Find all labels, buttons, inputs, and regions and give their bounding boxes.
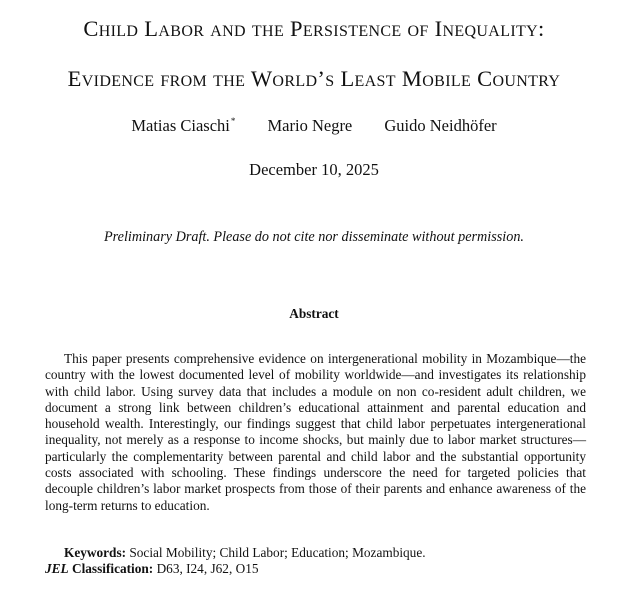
- author-footnote-mark: *: [230, 116, 236, 126]
- author-list: [0, 116, 628, 136]
- author-name: Matias Ciaschi: [131, 116, 230, 135]
- paper-title-line-1: Child Labor and the Persistence of Inequality:: [83, 16, 545, 41]
- paper-date: December 10, 2025: [249, 160, 379, 179]
- jel-classification-line: [45, 561, 259, 577]
- author-negre: [268, 116, 353, 136]
- author-neidhofer: [384, 116, 496, 136]
- keywords-label: Keywords:: [64, 545, 127, 560]
- jel-codes: D63, I24, J62, O15: [156, 561, 259, 576]
- abstract-body: This paper presents comprehensive evidence on intergenerational mobility in Mozambique—the country with the lowest documented level of mobility worldwide—and investigates its relationship with child labor. Using survey data that includes a module on non co-resident adult children, we document a strong link between children’s educational attainment and parental education and household wealth. Interestingly, our findings suggest that child labor perpetuates intergenerational inequality, not merely as a response to income shocks, but mainly due to labor market structures—particularly the complementarity between parental and child labor and the substantial opportunity costs associated with schooling. These findings underscore the need for targeted policies that decouple children’s labor market prospects from those of their parents and enhance awareness of the long-term returns to education.: [45, 351, 586, 513]
- abstract-heading: Abstract: [289, 306, 339, 321]
- author-name: Guido Neidhöfer: [384, 116, 497, 135]
- jel-classification-label: Classification:: [71, 561, 154, 576]
- draft-notice: Preliminary Draft. Please do not cite nor disseminate without permission.: [104, 229, 524, 245]
- author-name: Mario Negre: [267, 116, 353, 135]
- keywords-value: Social Mobility; Child Labor; Education; Mozambique.: [129, 545, 426, 560]
- keywords-line: [64, 545, 426, 561]
- author-ciaschi: [131, 116, 235, 136]
- jel-label: JEL: [45, 561, 69, 576]
- paper-title-line-2: Evidence from the World’s Least Mobile Country: [67, 66, 561, 91]
